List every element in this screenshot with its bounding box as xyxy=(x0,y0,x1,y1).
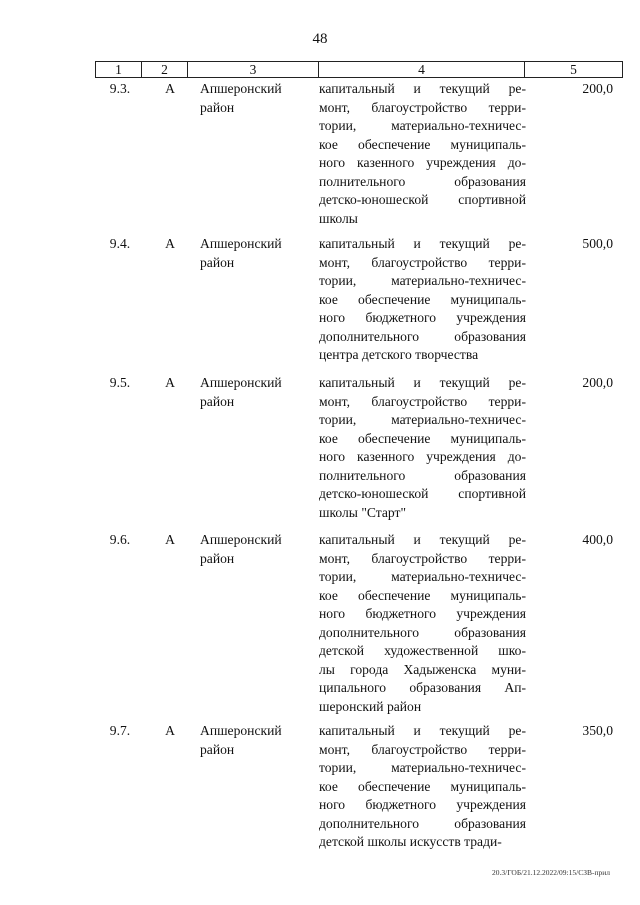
row-district: Апшеронский район xyxy=(200,375,282,409)
column-header-1: 1 xyxy=(96,62,142,78)
column-header-5: 5 xyxy=(525,62,623,78)
row-category: А xyxy=(165,236,175,251)
column-header-4: 4 xyxy=(319,62,525,78)
column-header-3: 3 xyxy=(188,62,319,78)
row-number: 9.5. xyxy=(109,375,131,390)
row-category: А xyxy=(165,532,175,547)
row-amount: 200,0 xyxy=(582,375,613,390)
page-number: 48 xyxy=(312,31,328,47)
row-description: капитальный и текущий ре- монт, благоустройство терри- тории, материально-техничес- кое обеспечение муниципаль- ного казенного учреждения до- полнительного образования детско-юношеской спортивной школы "Старт" xyxy=(319,375,526,520)
row-number: 9.4. xyxy=(109,236,131,251)
row-description: капитальный и текущий ре- монт, благоустройство терри- тории, материально-техничес- кое обеспечение муниципаль- ного бюджетного учреждения дополнительного образования детской художественной шко- лы города Хадыженска муни- ципального образования Ап- шеронский район xyxy=(319,532,526,714)
row-amount: 500,0 xyxy=(582,236,613,251)
row-amount: 400,0 xyxy=(582,532,613,547)
row-district: Апшеронский район xyxy=(200,81,282,115)
row-district: Апшеронский район xyxy=(200,532,282,566)
row-category: А xyxy=(165,375,175,390)
row-category: А xyxy=(165,723,175,738)
column-header-table xyxy=(95,61,623,78)
row-number: 9.3. xyxy=(109,81,131,96)
row-amount: 350,0 xyxy=(582,723,613,738)
row-amount: 200,0 xyxy=(582,81,613,96)
row-description: капитальный и текущий ре- монт, благоустройство терри- тории, материально-техничес- кое обеспечение муниципаль- ного казенного учреждения до- полнительного образования детско-юношеской спортивной школы xyxy=(319,81,526,226)
document-footer-code: 20.3/ГОБ/21.12.2022/09:15/СЗВ-прил xyxy=(492,868,610,877)
row-category: А xyxy=(165,81,175,96)
row-number: 9.6. xyxy=(109,532,131,547)
row-district: Апшеронский район xyxy=(200,723,282,757)
row-number: 9.7. xyxy=(109,723,131,738)
column-header-2: 2 xyxy=(142,62,188,78)
row-description: капитальный и текущий ре- монт, благоустройство терри- тории, материально-техничес- кое обеспечение муниципаль- ного бюджетного учреждения дополнительного образования детской школы искусств тради- xyxy=(319,723,526,849)
row-description: капитальный и текущий ре- монт, благоустройство терри- тории, материально-техничес- кое обеспечение муниципаль- ного бюджетного учреждения дополнительного образования центра детского творчества xyxy=(319,236,526,362)
row-district: Апшеронский район xyxy=(200,236,282,270)
